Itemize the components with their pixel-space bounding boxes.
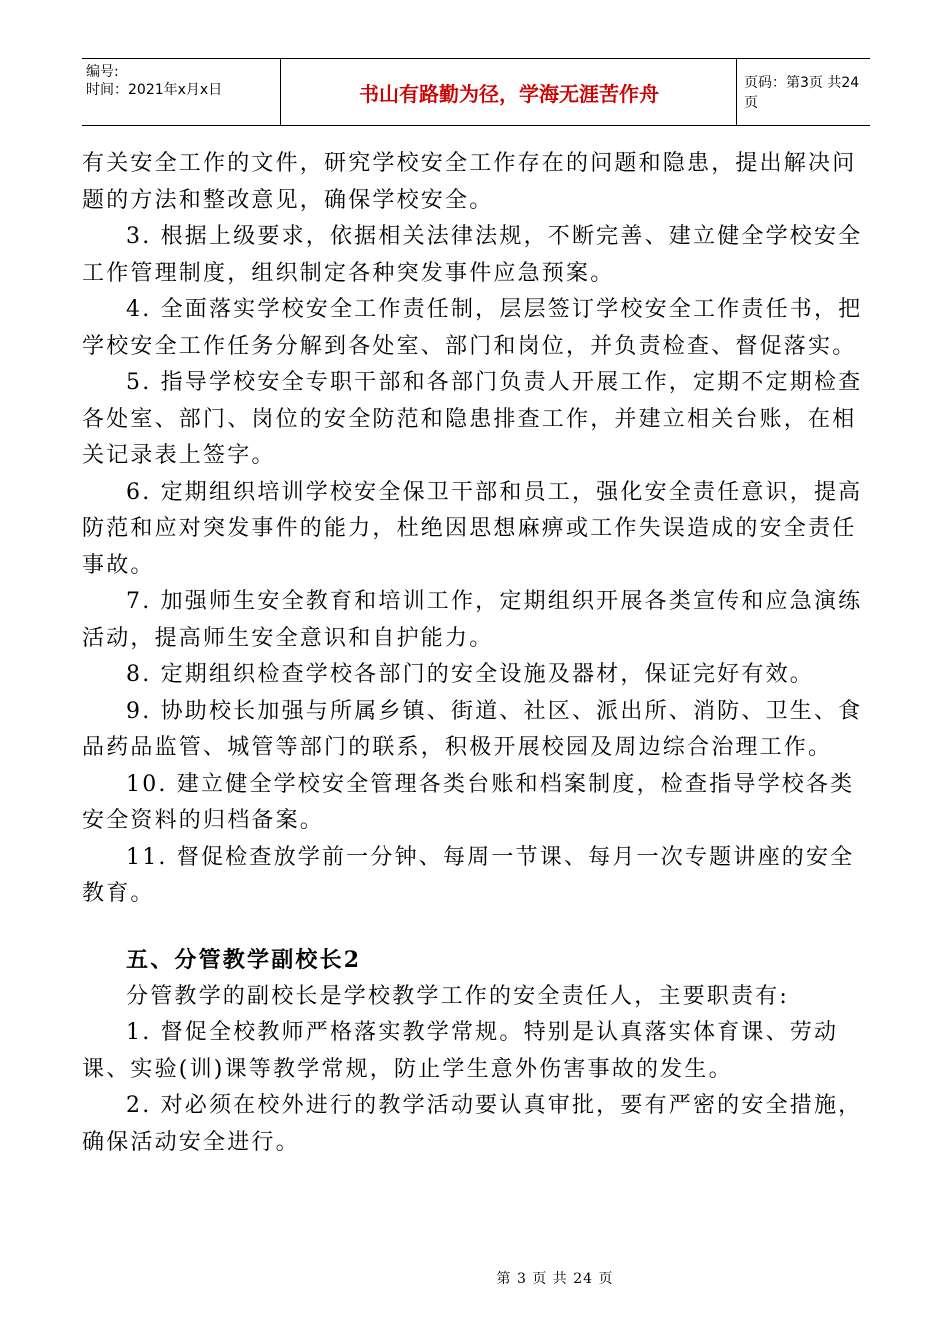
paragraph: 2. 对必须在校外进行的教学活动要认真审批，要有严密的安全措施，确保活动安全进行。 xyxy=(82,1093,863,1155)
header-divider xyxy=(736,59,737,125)
header-page-info: 页码：第3页 共24页 xyxy=(744,75,860,111)
page-footer: 第 3 页 共 24 页 xyxy=(496,1271,614,1287)
paragraph: 4. 全面落实学校安全工作责任制，层层签订学校安全工作责任书，把学校安全工作任务分解到各处室、部门和岗位，并负责检查、督促落实。 xyxy=(82,297,863,359)
paragraph: 6. 定期组织培训学校安全保卫干部和员工，强化安全责任意识，提高防范和应对突发事件的能力，杜绝因思想麻痹或工作失误造成的安全责任事故。 xyxy=(82,479,863,578)
header-divider xyxy=(280,59,281,125)
paragraph: 5. 指导学校安全专职干部和各部门负责人开展工作，定期不定期检查各处室、部门、岗位的安全防范和隐患排查工作，并建立相关台账，在相关记录表上签字。 xyxy=(82,370,863,468)
header-meta xyxy=(86,63,276,99)
paragraph: 分管教学的副校长是学校教学工作的安全责任人，主要职责有: xyxy=(126,983,790,1009)
time-label: 时间：2021年x月x日 xyxy=(86,82,223,98)
document-body xyxy=(82,146,872,1161)
paragraph: 8. 定期组织检查学校各部门的安全设施及器材，保证完好有效。 xyxy=(126,662,814,687)
paragraph: 3. 根据上级要求，依据相关法律法规，不断完善、建立健全学校安全工作管理制度，组织制定各种突发事件应急预案。 xyxy=(82,224,863,286)
paragraph: 10. 建立健全学校安全管理各类台账和档案制度，检查指导学校各类安全资料的归档备案。 xyxy=(82,771,855,833)
paragraph: 9. 协助校长加强与所属乡镇、街道、社区、派出所、消防、卫生、食品药品监管、城管等部门的联系，积极开展校园及周边综合治理工作。 xyxy=(82,698,863,760)
page-header xyxy=(82,58,870,126)
paragraph: 7. 加强师生安全教育和培训工作，定期组织开展各类宣传和应急演练活动，提高师生安全意识和自护能力。 xyxy=(82,589,863,651)
paragraph: 1. 督促全校教师严格落实教学常规。特别是认真落实体育课、劳动课、实验(训)课等教学常规，防止学生意外伤害事故的发生。 xyxy=(82,1020,839,1082)
section-heading: 五、分管教学副校长2 xyxy=(126,946,362,973)
number-label: 编号: xyxy=(86,64,119,80)
header-motto: 书山有路勤为径，学海无涯苦作舟 xyxy=(359,81,659,106)
paragraph: 有关安全工作的文件，研究学校安全工作存在的问题和隐患，提出解决问题的方法和整改意见，确保学校安全。 xyxy=(82,151,857,213)
paragraph: 11. 督促检查放学前一分钟、每周一节课、每月一次专题讲座的安全教育。 xyxy=(82,844,855,906)
